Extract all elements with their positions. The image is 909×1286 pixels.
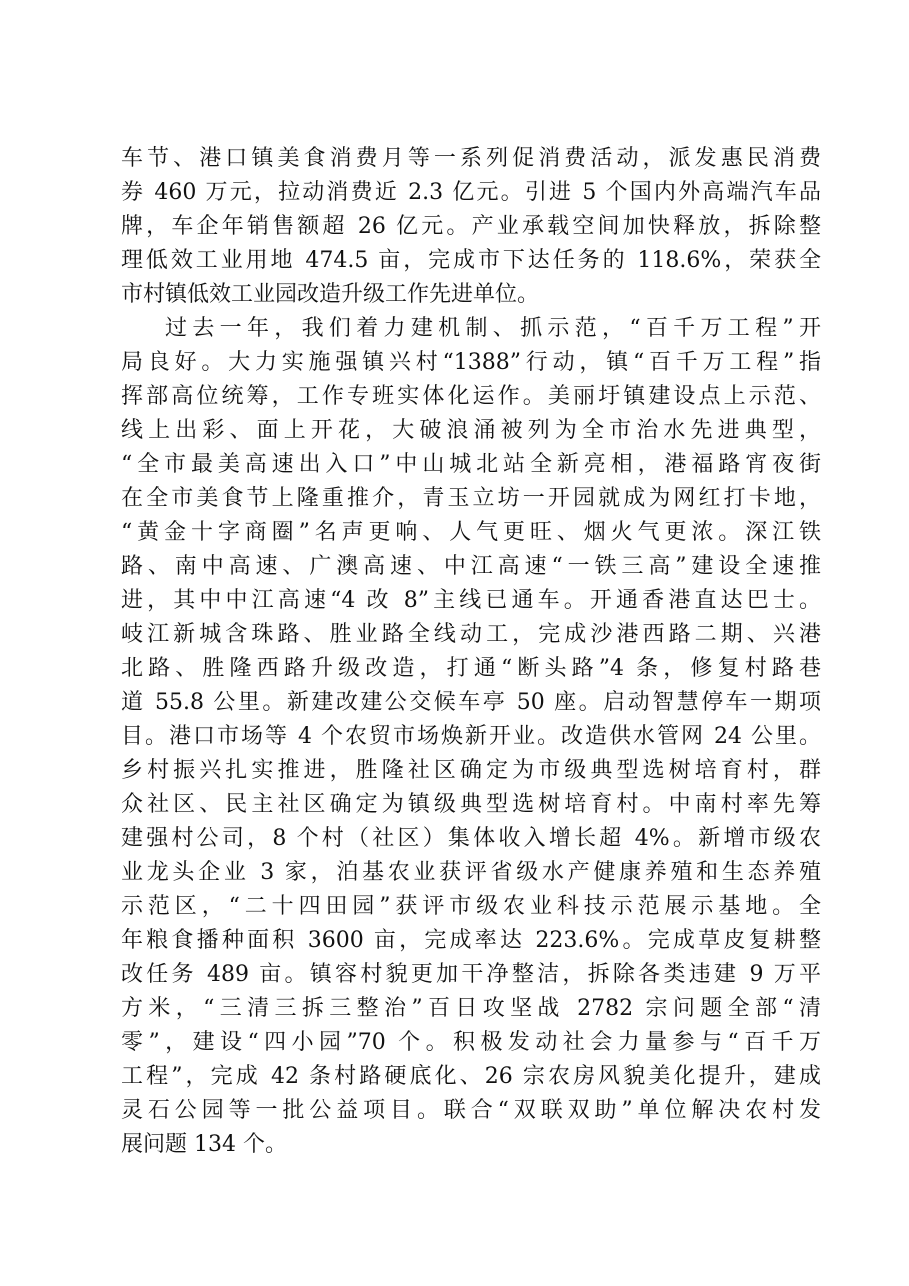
text-line: 目。港口市场等 4 个农贸市场焕新开业。改造供水管网 24 公里。 (121, 724, 821, 749)
text-line: 进，其中中江高速“4 改 8”主线已通车。开通香港直达巴士。 (121, 588, 821, 613)
text-line: 年粮食播种面积 3600 亩，完成率达 223.6%。完成草皮复耕整 (121, 928, 821, 953)
text-line: 牌，车企年销售额超 26 亿元。产业承载空间加快释放，拆除整 (121, 214, 821, 239)
text-line: “黄金十字商圈”名声更响、人气更旺、烟火气更浓。深江铁 (121, 520, 821, 545)
text-line: 北路、胜隆西路升级改造，打通“断头路”4 条，修复村路巷 (121, 656, 821, 681)
text-line: “全市最美高速出入口”中山城北站全新亮相，港福路宵夜街 (121, 452, 821, 477)
text-line: 在全市美食节上隆重推介，青玉立坊一开园就成为网红打卡地， (121, 486, 821, 511)
text-line: 改任务 489 亩。镇容村貌更加干净整洁，拆除各类违建 9 万平 (121, 962, 821, 987)
text-line: 工程”，完成 42 条村路硬底化、26 宗农房风貌美化提升，建成 (121, 1064, 821, 1089)
text-line: 路、南中高速、广澳高速、中江高速“一铁三高”建设全速推 (121, 554, 821, 579)
text-line: 零”，建设“四小园”70 个。积极发动社会力量参与“百千万 (121, 1030, 821, 1055)
text-line: 理低效工业用地 474.5 亩，完成市下达任务的 118.6%，荣获全 (121, 248, 821, 273)
text-line: 灵石公园等一批公益项目。联合“双联双助”单位解决农村发 (121, 1098, 821, 1123)
text-line: 局良好。大力实施强镇兴村“1388”行动，镇“百千万工程”指 (121, 350, 821, 375)
text-line: 线上出彩、面上开花，大破浪涌被列为全市治水先进典型， (121, 418, 821, 443)
text-line: 岐江新城含珠路、胜业路全线动工，完成沙港西路二期、兴港 (121, 622, 821, 647)
text-line: 示范区，“二十四田园”获评市级农业科技示范展示基地。全 (121, 894, 821, 919)
text-line: 方米，“三清三拆三整治”百日攻坚战 2782 宗问题全部“清 (121, 996, 821, 1021)
text-line: 众社区、民主社区确定为镇级典型选树培育村。中南村率先筹 (121, 792, 821, 817)
text-line: 展问题 134 个。 (121, 1132, 287, 1157)
text-line: 券 460 万元，拉动消费近 2.3 亿元。引进 5 个国内外高端汽车品 (121, 180, 821, 205)
paragraph-start-line: 过去一年，我们着力建机制、抓示范，“百千万工程”开 (165, 316, 821, 341)
text-line: 建强村公司，8 个村（社区）集体收入增长超 4%。新增市级农 (121, 826, 821, 851)
text-line: 车节、港口镇美食消费月等一系列促消费活动，派发惠民消费 (121, 146, 821, 171)
text-line: 乡村振兴扎实推进，胜隆社区确定为市级典型选树培育村，群 (121, 758, 821, 783)
text-line: 业龙头企业 3 家，泊基农业获评省级水产健康养殖和生态养殖 (121, 860, 821, 885)
body-text (121, 142, 821, 1162)
text-line: 挥部高位统筹，工作专班实体化运作。美丽圩镇建设点上示范、 (121, 384, 821, 409)
text-line: 道 55.8 公里。新建改建公交候车亭 50 座。启动智慧停车一期项 (121, 690, 821, 715)
text-line: 市村镇低效工业园改造升级工作先进单位。 (121, 282, 540, 307)
